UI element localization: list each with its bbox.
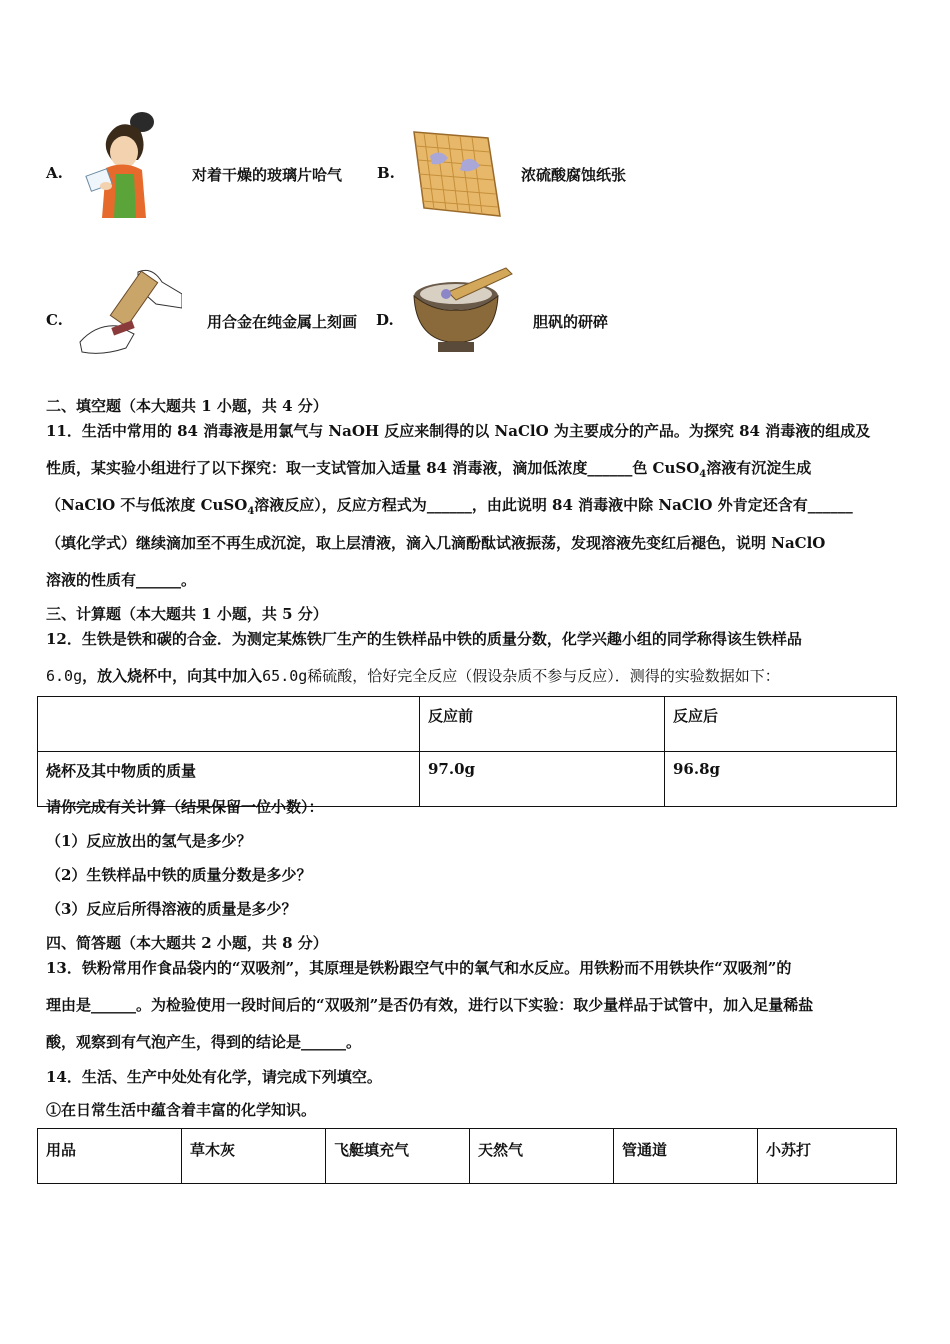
- table-cell: 烧杯及其中物质的质量: [38, 752, 420, 807]
- q11-line-4: （填化学式）继续滴加至不再生成沉淀，取上层清液，滴入几滴酚酞试液振荡，发现溶液先变红后褪色，说明 NaClO: [46, 534, 826, 552]
- q13-line-1: 13．铁粉常用作食品袋内的“双吸剂”，其原理是铁粉跟空气中的氧气和水反应。用铁粉而不用铁块作“双吸剂”的: [46, 959, 792, 977]
- section-3-heading: 三、计算题（本大题共 1 小题，共 5 分）: [46, 605, 328, 623]
- q13-line-2: 理由是______。为检验使用一段时间后的“双吸剂”是否仍有效，进行以下实验：取少量样品于试管中，加入足量稀盐: [46, 996, 814, 1014]
- option-c-text: 用合金在纯金属上刻画: [207, 313, 358, 331]
- q14-line-1: 14．生活、生产中处处有化学，请完成下列填空。: [46, 1068, 382, 1086]
- option-a-text: 对着干燥的玻璃片哈气: [192, 166, 343, 184]
- q11-blank-equation[interactable]: ______: [426, 496, 472, 514]
- table-cell: 管通道: [614, 1129, 758, 1184]
- section-2-heading: 二、填空题（本大题共 1 小题，共 4 分）: [46, 397, 328, 415]
- table-cell: 天然气: [470, 1129, 614, 1184]
- table-cell: 96.8g: [665, 752, 897, 807]
- mortar-and-pestle-illustration: [408, 262, 518, 358]
- q14-line-2: ①在日常生活中蕴含着丰富的化学知识。: [46, 1101, 317, 1119]
- table-header-cell: [38, 697, 420, 752]
- option-b-letter: B.: [377, 164, 395, 182]
- q11-line-2: 性质，某实验小组进行了以下探究：取一支试管加入适量 84 消毒液，滴加低浓度______色 CuSO$_4$溶液有沉淀生成: [46, 459, 812, 480]
- q12-sub-3: （3）反应后所得溶液的质量是多少？: [46, 900, 297, 918]
- table-header-row: [38, 697, 897, 752]
- option-c-letter: C.: [46, 311, 63, 329]
- q11-blank-color[interactable]: ______: [587, 459, 633, 477]
- section-4-heading: 四、简答题（本大题共 2 小题，共 8 分）: [46, 934, 328, 952]
- q13-blank-reason[interactable]: ______: [91, 996, 137, 1014]
- q11-blank-formula[interactable]: ______: [807, 496, 853, 514]
- option-d-text: 胆矾的研碎: [533, 313, 609, 331]
- scratching-metal-illustration: [78, 264, 182, 356]
- q12-data-table: [37, 696, 897, 807]
- corroded-paper-illustration: [410, 126, 502, 220]
- table-header-cell: 反应后: [665, 697, 897, 752]
- q11-line-3: （NaClO 不与低浓度 CuSO$_4$溶液反应），反应方程式为______，由此说明 84 消毒液中除 NaClO 外肯定还含有______: [46, 496, 853, 517]
- q12-sub-2: （2）生铁样品中铁的质量分数是多少？: [46, 866, 312, 884]
- option-d-letter: D.: [376, 311, 394, 329]
- girl-breathing-on-glass-illustration: [80, 108, 166, 220]
- q12-prompt: 请你完成有关计算（结果保留一位小数）：: [46, 798, 324, 816]
- q12-line-2: 6.0g，放入烧杯中，向其中加入65.0g稀硫酸，恰好完全反应（假设杂质不参与反应）．测得的实验数据如下：: [46, 667, 780, 685]
- option-b-text: 浓硫酸腐蚀纸张: [521, 166, 627, 184]
- q12-line-1: 12．生铁是铁和碳的合金．为测定某炼铁厂生产的生铁样品中铁的质量分数，化学兴趣小组的同学称得该生铁样品: [46, 630, 802, 648]
- table-cell: 飞艇填充气: [326, 1129, 470, 1184]
- table-cell: 97.0g: [420, 752, 665, 807]
- table-cell: 草木灰: [182, 1129, 326, 1184]
- q11-line-5: 溶液的性质有______。: [46, 571, 197, 589]
- q13-blank-conclusion[interactable]: ______: [301, 1033, 347, 1051]
- table-cell: 小苏打: [758, 1129, 897, 1184]
- q11-line-1: 11．生活中常用的 84 消毒液是用氯气与 NaOH 反应来制得的以 NaClO 为主要成分的产品。为探究 84 消毒液的组成及: [46, 422, 871, 440]
- q13-line-3: 酸，观察到有气泡产生，得到的结论是______。: [46, 1033, 362, 1051]
- table-cell: 用品: [38, 1129, 182, 1184]
- q11-blank-property[interactable]: ______: [136, 571, 182, 589]
- table-header-cell: 反应前: [420, 697, 665, 752]
- q14-items-table: [37, 1128, 897, 1184]
- option-a-letter: A.: [46, 164, 63, 182]
- table-row: [38, 1129, 897, 1184]
- q12-sub-1: （1）反应放出的氢气是多少？: [46, 832, 252, 850]
